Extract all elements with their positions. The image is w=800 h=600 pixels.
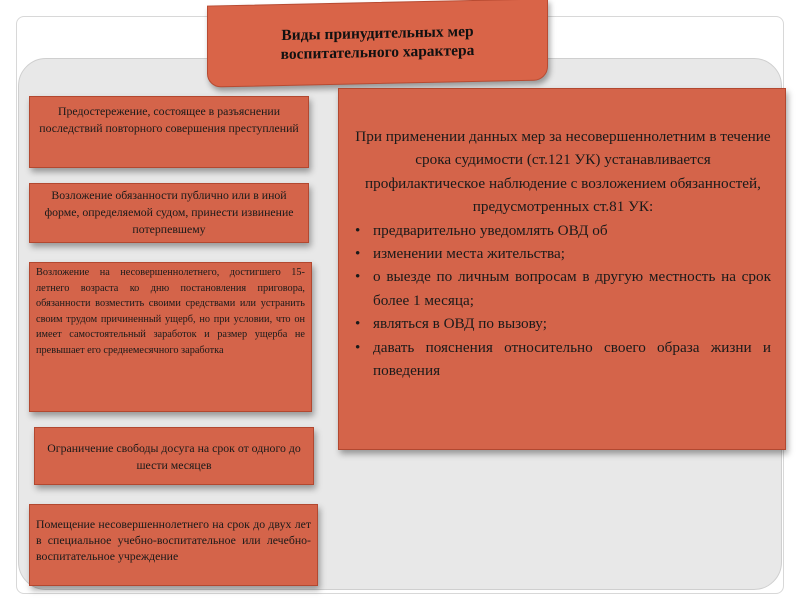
obligations-list xyxy=(355,219,771,383)
measure-warning: Предостережение, состоящее в разъяснении последствий повторного совершения преступлений xyxy=(29,96,309,168)
bullet-icon: • xyxy=(355,221,361,239)
title-line-1: Виды принудительных мер xyxy=(281,22,474,45)
list-item xyxy=(355,336,771,383)
bullet-icon: • xyxy=(355,245,361,263)
bullet-icon: • xyxy=(355,338,361,356)
list-item xyxy=(355,312,771,335)
list-item xyxy=(355,265,771,312)
measure-leisure-restriction: Ограничение свободы досуга на срок от одного до шести месяцев xyxy=(34,427,314,485)
list-item-text: предварительно уведомлять ОВД об xyxy=(373,221,608,239)
list-item xyxy=(355,219,771,242)
list-item xyxy=(355,242,771,265)
measure-special-institution: Помещение несовершеннолетнего на срок до двух лет в специальное учебно-воспитательное или лечебно-воспитательное учреждение xyxy=(29,504,318,586)
supervision-intro: При применении данных мер за несовершеннолетним в течение срока судимости (ст.121 УК) устанавливается профилактическое наблюдение с возложением обязанностей, предусмотренных ст.81 УК: xyxy=(355,128,771,216)
bullet-icon: • xyxy=(355,268,361,286)
list-item-text: изменении места жительства; xyxy=(373,245,565,263)
measure-apology: Возложение обязанности публично или в иной форме, определяемой судом, принести извинение потерпевшему xyxy=(29,183,309,243)
list-item-text: давать пояснения относительно своего образа жизни и поведения xyxy=(373,338,771,380)
slide-title xyxy=(207,0,548,88)
measure-compensation: Возложение на несовершеннолетнего, достигшего 15-летнего возраста ко дню постановления приговора, обязанности возместить своими средствами или устранить своим трудом причиненный ущерб, но при условии, что он имеет самостоятельный заработок и размер ущерба не превышает его среднемесячного заработка xyxy=(29,262,312,412)
title-line-2: воспитательного характера xyxy=(280,41,475,64)
list-item-text: о выезде по личным вопросам в другую местность на срок более 1 месяца; xyxy=(373,268,771,309)
supervision-info-box xyxy=(338,88,786,450)
bullet-icon: • xyxy=(355,315,361,333)
list-item-text: являться в ОВД по вызову; xyxy=(373,315,547,333)
